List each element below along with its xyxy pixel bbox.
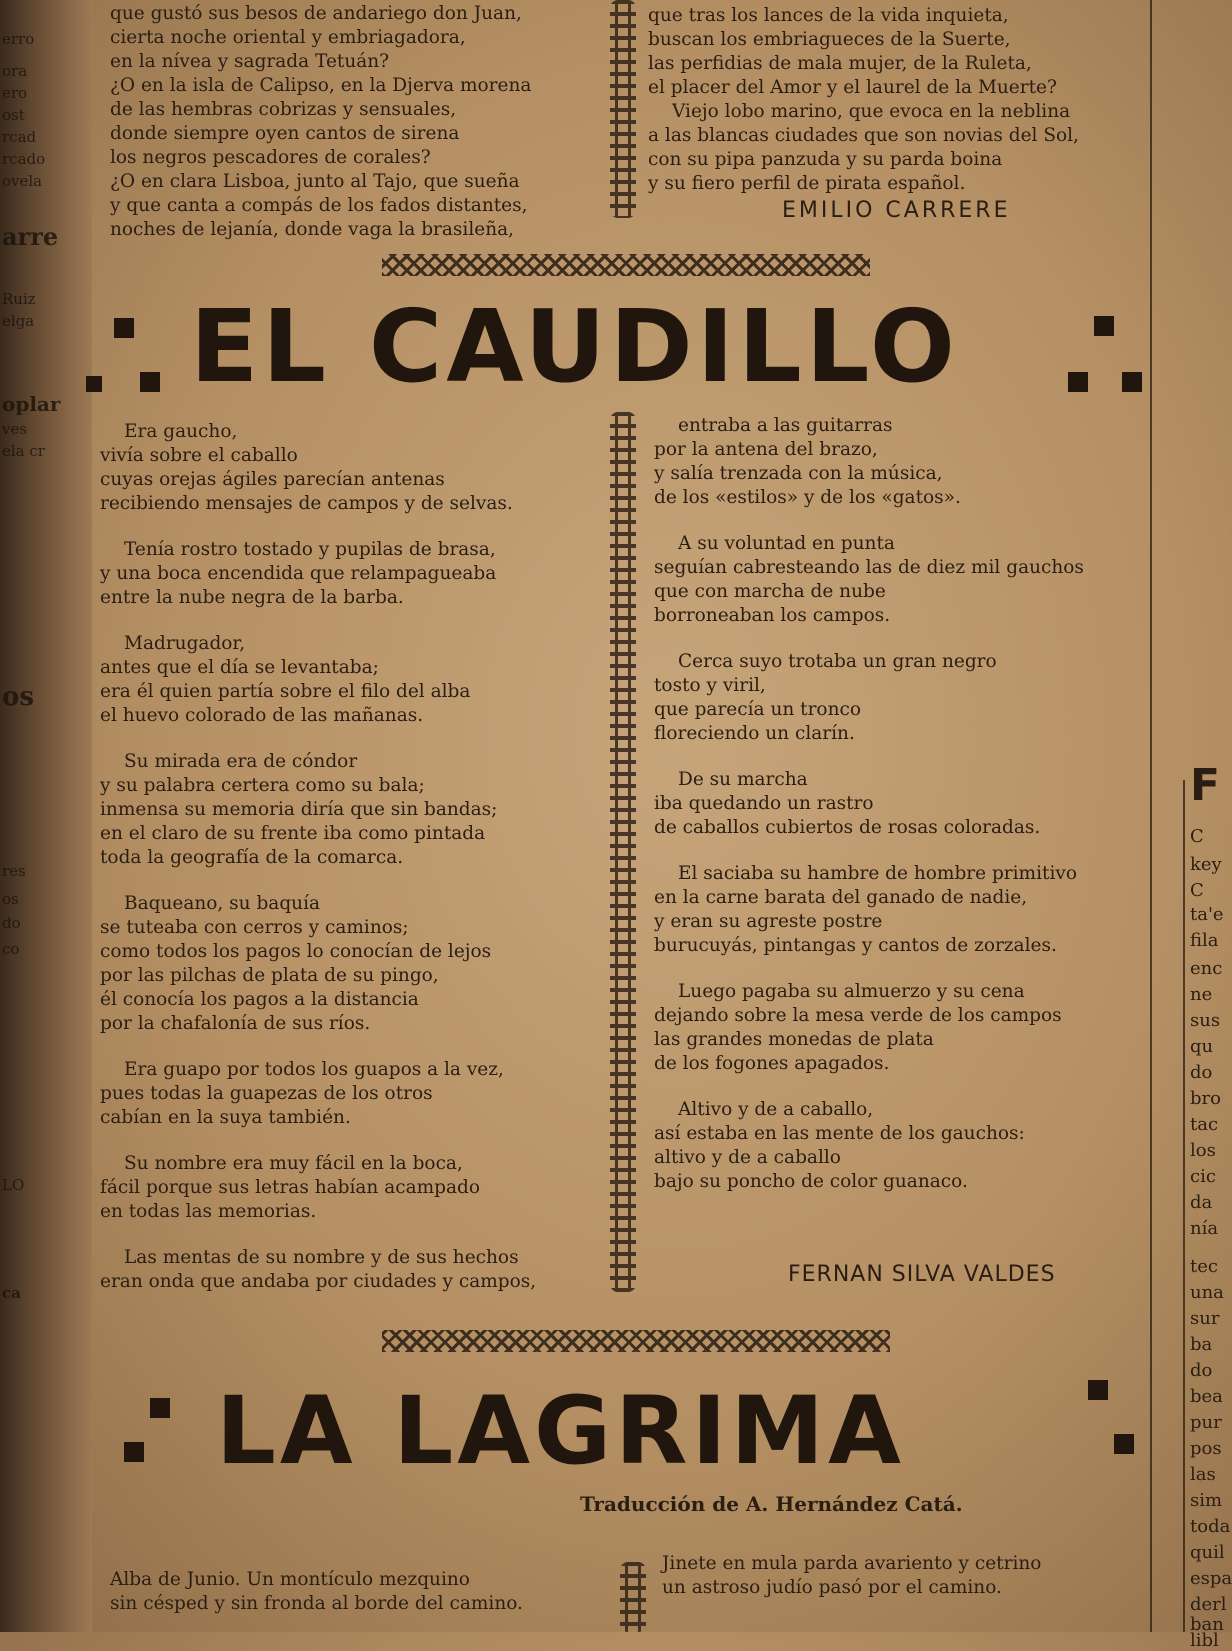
poem-line: era él quien partía sobre el filo del alba (100, 681, 471, 702)
poem-line: el placer del Amor y el laurel de la Muerte? (648, 77, 1057, 98)
stanza (100, 632, 590, 728)
poem-line: tosto y viril, (654, 675, 766, 696)
poem-line: El saciaba su hambre de hombre primitivo (678, 863, 1077, 884)
poem-line: en la nívea y sagrada Tetuán? (110, 51, 390, 72)
stanza (100, 892, 590, 1036)
stanza (654, 650, 1124, 746)
gutter-fragment: ovela (2, 172, 43, 190)
edge-fragment: toda (1190, 1516, 1231, 1537)
poem-line: como todos los pagos lo conocían de lejos (100, 941, 492, 962)
poem-line: que con marcha de nube (654, 581, 886, 602)
gutter-fragment: rcad (2, 128, 37, 146)
title-dot (124, 1442, 144, 1462)
adjacent-column-fragments (1188, 0, 1232, 1651)
poem-line: iba quedando un rastro (654, 793, 874, 814)
edge-fragment: sus (1190, 1010, 1221, 1031)
stanza (654, 532, 1124, 628)
edge-fragment: C (1190, 826, 1204, 847)
poem-line: Baqueano, su baquía (124, 893, 321, 914)
gutter-fragment: rcado (2, 150, 46, 168)
edge-fragment: sim (1190, 1490, 1223, 1511)
stanza (100, 538, 590, 610)
poem-line: Cerca suyo trotaba un gran negro (678, 651, 997, 672)
poem-line: y salía trenzada con la música, (654, 463, 943, 484)
poem-line: con su pipa panzuda y su parda boina (648, 149, 1003, 170)
title-dot (114, 318, 134, 338)
edge-fragment: ban (1190, 1614, 1224, 1635)
gutter-fragment: ost (2, 106, 25, 124)
title-dot (1088, 1380, 1108, 1400)
poem-line: en el claro de su frente iba como pintada (100, 823, 486, 844)
stanza (100, 750, 590, 870)
poem-line: ¿O en la isla de Calipso, en la Djerva morena (110, 75, 532, 96)
poem-line: así estaba en las mente de los gauchos: (654, 1123, 1025, 1144)
stanza (654, 414, 1124, 510)
stanza (100, 1246, 590, 1294)
poem-line: Su mirada era de cóndor (124, 751, 358, 772)
edge-fragment: bea (1190, 1386, 1223, 1407)
poem-line: borroneaban los campos. (654, 605, 891, 626)
poem-line: en la carne barata del ganado de nadie, (654, 887, 1028, 908)
poem-line: Era guapo por todos los guapos a la vez, (124, 1059, 504, 1080)
gutter-fragment: ca (2, 1284, 21, 1302)
stanza (654, 1098, 1124, 1194)
poem-line: bajo su poncho de color guanaco. (654, 1171, 968, 1192)
poem-title-el-caudillo: EL CAUDILLO (190, 288, 959, 405)
poem-line: antes que el día se levantaba; (100, 657, 379, 678)
vine-ornament-divider (610, 0, 636, 218)
edge-fragment: tac (1190, 1114, 1219, 1135)
poem-line: toda la geografía de la comarca. (100, 847, 404, 868)
poem-line: Jinete en mula parda avariento y cetrino (662, 1553, 1042, 1574)
edge-fragment: ne (1190, 984, 1213, 1005)
poem-line: dejando sobre la mesa verde de los campos (654, 1005, 1062, 1026)
el-caudillo-author: FERNAN SILVA VALDES (788, 1262, 1056, 1287)
poem-line: entre la nube negra de la barba. (100, 587, 404, 608)
edge-fragment: ta'e (1190, 904, 1224, 925)
poem-line: y su fiero perfil de pirata español. (648, 173, 966, 194)
la-lagrima-right-column (662, 1552, 1132, 1600)
title-dot (1068, 372, 1088, 392)
vine-ornament-divider (620, 1562, 646, 1632)
poem-line: en todas las memorias. (100, 1201, 317, 1222)
top-poem-right-column (648, 4, 1108, 196)
gutter-fragment: ero (2, 84, 28, 102)
poem-line: las perfidias de mala mujer, de la Ruleta, (648, 53, 1032, 74)
stanza (100, 1152, 590, 1224)
edge-fragment: do (1190, 1062, 1213, 1083)
title-dot (150, 1398, 170, 1418)
edge-fragment: espa (1190, 1568, 1232, 1589)
poem-line: Viejo lobo marino, que evoca en la neblina (672, 101, 1071, 122)
poem-line: de los «estilos» y de los «gatos». (654, 487, 961, 508)
poem-title-la-lagrima: LA LAGRIMA (216, 1377, 905, 1486)
edge-fragment: da (1190, 1192, 1213, 1213)
el-caudillo-left-column (100, 420, 590, 1316)
gutter-fragment: do (2, 914, 21, 932)
poem-line: y que canta a compás de los fados distantes, (110, 195, 528, 216)
poem-line: de las hembras cobrizas y sensuales, (110, 99, 457, 120)
column-rule (1183, 780, 1185, 1632)
gutter-fragment: co (2, 940, 20, 958)
poem-line: sin césped y sin fronda al borde del camino. (110, 1593, 523, 1614)
poem-line: Tenía rostro tostado y pupilas de brasa, (124, 539, 496, 560)
edge-fragment: pur (1190, 1412, 1222, 1433)
edge-fragment: F (1190, 760, 1221, 811)
ornamental-band-top (382, 254, 870, 276)
edge-fragment: ba (1190, 1334, 1213, 1355)
stanza (654, 980, 1124, 1076)
poem-line: ¿O en clara Lisboa, junto al Tajo, que sueña (110, 171, 520, 192)
edge-fragment: key (1190, 854, 1222, 875)
edge-fragment: derl (1190, 1594, 1227, 1615)
poem-line: seguían cabresteando las de diez mil gauchos (654, 557, 1084, 578)
poem-line: vivía sobre el caballo (100, 445, 298, 466)
gutter-fragment: erro (2, 30, 35, 48)
poem-line: el huevo colorado de las mañanas. (100, 705, 424, 726)
poem-line: que gustó sus besos de andariego don Juan, (110, 3, 522, 24)
edge-fragment: enc (1190, 958, 1223, 979)
poem-line: donde siempre oyen cantos de sirena (110, 123, 460, 144)
poem-line: fácil porque sus letras habían acampado (100, 1177, 481, 1198)
edge-fragment: cic (1190, 1166, 1216, 1187)
stanza (100, 1058, 590, 1130)
poem-line: a las blancas ciudades que son novias del Sol, (648, 125, 1079, 146)
poem-line: burucuyás, pintangas y cantos de zorzales. (654, 935, 1057, 956)
poem-line: noches de lejanía, donde vaga la brasileña, (110, 219, 515, 240)
gutter-fragment: ora (2, 62, 28, 80)
poem-line: pues todas la guapezas de los otros (100, 1083, 433, 1104)
title-dot (140, 372, 160, 392)
poem-line: Altivo y de a caballo, (678, 1099, 874, 1120)
poem-line: de caballos cubiertos de rosas coloradas. (654, 817, 1041, 838)
gutter-fragment: elga (2, 312, 35, 330)
poem-line: los negros pescadores de corales? (110, 147, 431, 168)
column-rule (1150, 0, 1152, 1632)
poem-line: Era gaucho, (124, 421, 238, 442)
poem-line: se tuteaba con cerros y caminos; (100, 917, 409, 938)
gutter-fragment: oplar (2, 392, 61, 416)
poem-line: por la antena del brazo, (654, 439, 878, 460)
edge-fragment: libl (1190, 1630, 1219, 1651)
edge-fragment: tec (1190, 1256, 1218, 1277)
stanza (100, 420, 590, 516)
poem-line: recibiendo mensajes de campos y de selvas. (100, 493, 513, 514)
poem-line: Madrugador, (124, 633, 246, 654)
edge-fragment: qu (1190, 1036, 1214, 1057)
edge-fragment: pos (1190, 1438, 1222, 1459)
gutter-fragment: LO (2, 1176, 25, 1194)
poem-line: floreciendo un clarín. (654, 723, 855, 744)
poem-line: y una boca encendida que relampagueaba (100, 563, 497, 584)
edge-fragment: bro (1190, 1088, 1221, 1109)
poem-line: un astroso judío pasó por el camino. (662, 1577, 1002, 1598)
poem-line: por las pilchas de plata de su pingo, (100, 965, 439, 986)
ornamental-band-bottom (382, 1330, 890, 1352)
poem-line: que parecía un tronco (654, 699, 861, 720)
title-dot (1122, 372, 1142, 392)
vine-ornament-divider (610, 412, 636, 1292)
poem-line: eran onda que andaba por ciudades y campos, (100, 1271, 537, 1292)
poem-line: Las mentas de su nombre y de sus hechos (124, 1247, 519, 1268)
poem-line: Alba de Junio. Un montículo mezquino (110, 1569, 470, 1590)
stanza (654, 768, 1124, 840)
top-poem-author: EMILIO CARRERE (782, 198, 1011, 223)
edge-fragment: las (1190, 1464, 1216, 1485)
poem-line: por la chafalonía de sus ríos. (100, 1013, 371, 1034)
title-dot (1114, 1434, 1134, 1454)
gutter-fragment: Ruiz (2, 290, 36, 308)
gutter-fragment: ves (2, 420, 28, 438)
edge-fragment: C (1190, 880, 1204, 901)
poem-line: y su palabra certera como su bala; (100, 775, 425, 796)
poem-line: y eran su agreste postre (654, 911, 883, 932)
title-dot (86, 376, 102, 392)
poem-line: buscan los embriagueces de la Suerte, (648, 29, 1011, 50)
edge-fragment: fila (1190, 930, 1219, 951)
stanza (654, 862, 1124, 958)
el-caudillo-right-column (654, 414, 1124, 1216)
poem-line: las grandes monedas de plata (654, 1029, 934, 1050)
gutter-fragment: ela cr (2, 442, 45, 460)
poem-line: cuyas orejas ágiles parecían antenas (100, 469, 445, 490)
poem-line: él conocía los pagos a la distancia (100, 989, 419, 1010)
gutter-fragment: res (2, 862, 26, 880)
poem-line: entraba a las guitarras (678, 415, 893, 436)
poem-line: inmensa su memoria diría que sin bandas; (100, 799, 498, 820)
poem-line: altivo y de a caballo (654, 1147, 841, 1168)
top-poem-left-column (110, 2, 580, 242)
poem-line: A su voluntad en punta (678, 533, 895, 554)
la-lagrima-left-column (110, 1568, 580, 1616)
poem-line: De su marcha (678, 769, 808, 790)
gutter-fragment: os (2, 682, 34, 712)
edge-fragment: sur (1190, 1308, 1220, 1329)
edge-fragment: una (1190, 1282, 1224, 1303)
gutter-fragment: os (2, 890, 19, 908)
left-page-gutter (0, 0, 92, 1632)
poem-line: cabían en la suya también. (100, 1107, 351, 1128)
poem-line: que tras los lances de la vida inquieta, (648, 5, 1009, 26)
translation-credit: Traducción de A. Hernández Catá. (580, 1492, 963, 1516)
edge-fragment: los (1190, 1140, 1216, 1161)
edge-fragment: nía (1190, 1218, 1219, 1239)
poem-line: Su nombre era muy fácil en la boca, (124, 1153, 463, 1174)
edge-fragment: quil (1190, 1542, 1225, 1563)
title-dot (1094, 316, 1114, 336)
poem-line: de los fogones apagados. (654, 1053, 890, 1074)
gutter-fragment: arre (2, 222, 59, 251)
poem-line: cierta noche oriental y embriagadora, (110, 27, 466, 48)
edge-fragment: do (1190, 1360, 1213, 1381)
poem-line: Luego pagaba su almuerzo y su cena (678, 981, 1025, 1002)
